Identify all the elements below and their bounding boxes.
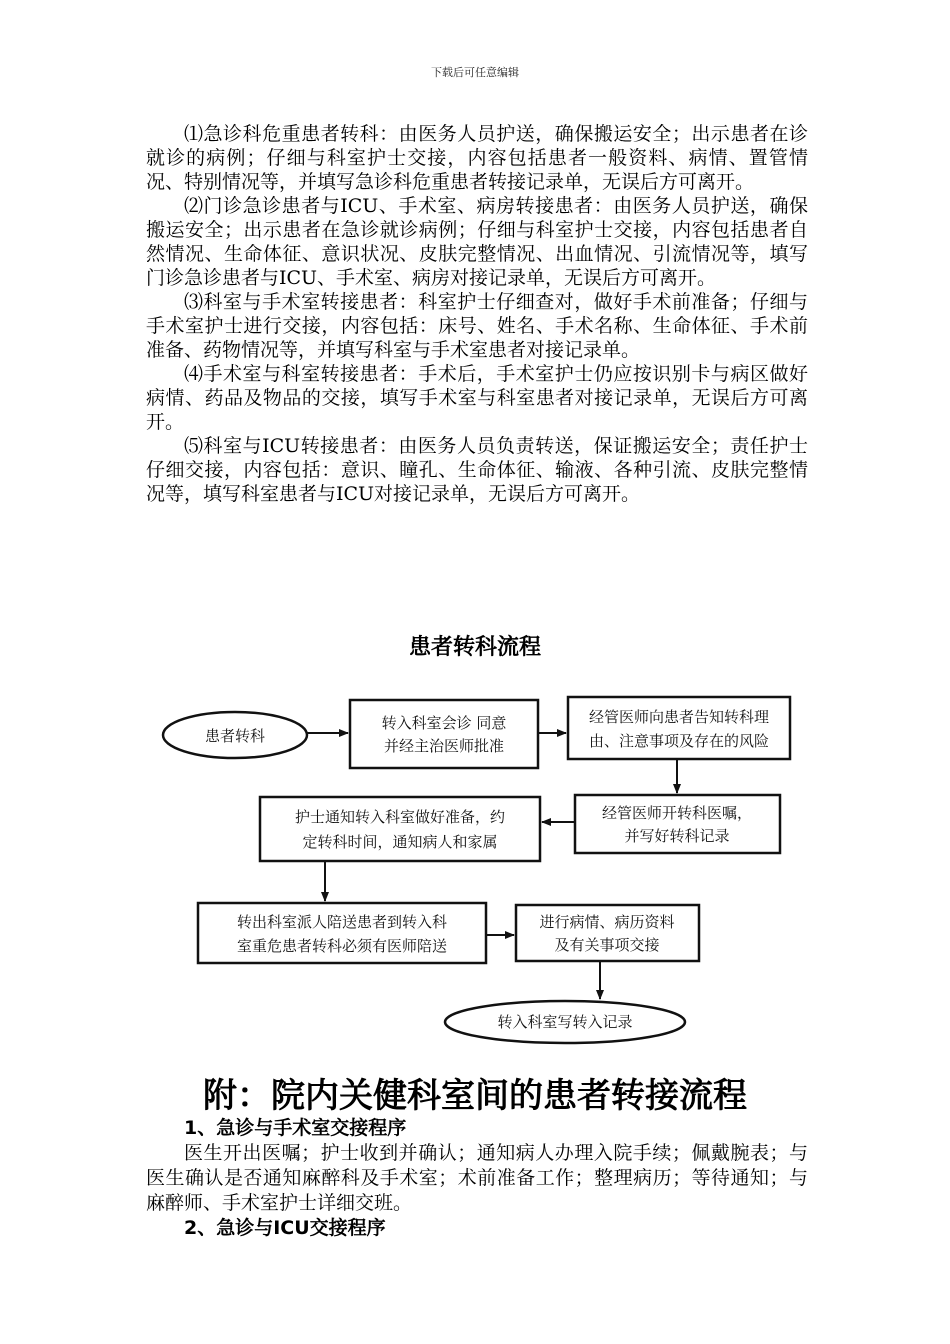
step-notify-line1: 护士通知转入科室做好准备，约 bbox=[294, 808, 506, 826]
step-consult-box bbox=[350, 700, 538, 768]
step-escort-line2: 室重危患者转科必须有医师陪送 bbox=[236, 937, 448, 955]
step-inform-line1: 经管医师向患者告知转科理 bbox=[588, 708, 770, 726]
start-node-label: 患者转科 bbox=[204, 727, 266, 745]
rule-paragraph-3: ⑶科室与手术室转接患者：科室护士仔细查对，做好手术前准备；仔细与手术室护士进行交接，内容包括：床号、姓名、手术名称、生命体征、手术前准备、药物情况等，并填写科室与手术室患者对接记录单。 bbox=[146, 291, 808, 361]
step-escort-line1: 转出科室派人陪送患者到转入科 bbox=[236, 913, 448, 931]
transfer-rules bbox=[146, 122, 808, 506]
step-handover-line1: 进行病情、病历资料 bbox=[539, 913, 675, 931]
rule-paragraph-4: ⑷手术室与科室转接患者：手术后，手术室护士仍应按识别卡与病区做好病情、药品及物品的交接，填写手术室与科室患者对接记录单，无误后方可离开。 bbox=[146, 363, 808, 433]
section-heading-1: 1、急诊与手术室交接程序 bbox=[184, 1117, 407, 1139]
transfer-flowchart bbox=[150, 685, 800, 1045]
flowchart-title: 患者转科流程 bbox=[408, 635, 541, 660]
step-consult-line2: 并经主治医师批准 bbox=[383, 737, 505, 755]
appendix-sections bbox=[146, 1116, 808, 1241]
step-order-line2: 并写好转科记录 bbox=[624, 827, 730, 845]
step-notify-box bbox=[260, 797, 540, 861]
page-header: 下载后可任意编辑 bbox=[431, 66, 519, 79]
step-order-line1: 经管医师开转科医嘱， bbox=[601, 804, 753, 822]
rule-paragraph-5: ⑸科室与ICU转接患者：由医务人员负责转送，保证搬运安全；责任护士仔细交接，内容包括：意识、瞳孔、生命体征、输液、各种引流、皮肤完整情况等，填写科室患者与ICU对接记录单，无误后方可离开。 bbox=[146, 435, 808, 505]
rule-paragraph-2: ⑵门诊急诊患者与ICU、手术室、病房转接患者：由医务人员护送，确保搬运安全；出示患者在急诊就诊病例；仔细与科室护士交接，内容包括患者自然情况、生命体征、意识状况、皮肤完整情况、出血情况、引流情况等，填写门诊急诊患者与ICU、手术室、病房对接记录单，无误后方可离开。 bbox=[146, 195, 808, 289]
step-notify-line2: 定转科时间，通知病人和家属 bbox=[302, 833, 498, 851]
rule-paragraph-1: ⑴急诊科危重患者转科：由医务人员护送，确保搬运安全；出示患者在诊就诊的病例；仔细与科室护士交接，内容包括患者一般资料、病情、置管情况、特别情况等，并填写急诊科危重患者转接记录单，无误后方可离开。 bbox=[146, 123, 808, 193]
step-consult-line1: 转入科室会诊 同意 bbox=[381, 714, 507, 732]
section-heading-2: 2、急诊与ICU交接程序 bbox=[184, 1217, 386, 1239]
end-node-label: 转入科室写转入记录 bbox=[497, 1013, 633, 1031]
section-body-1: 医生开出医嘱；护士收到并确认；通知病人办理入院手续；佩戴腕表；与医生确认是否通知麻醉科及手术室；术前准备工作；整理病历；等待通知；与麻醉师、手术室护士详细交班。 bbox=[146, 1142, 808, 1214]
appendix-title: 附：院内关健科室间的患者转接流程 bbox=[203, 1076, 747, 1116]
step-handover-line2: 及有关事项交接 bbox=[554, 936, 660, 954]
step-inform-line2: 由、注意事项及存在的风险 bbox=[588, 732, 770, 750]
